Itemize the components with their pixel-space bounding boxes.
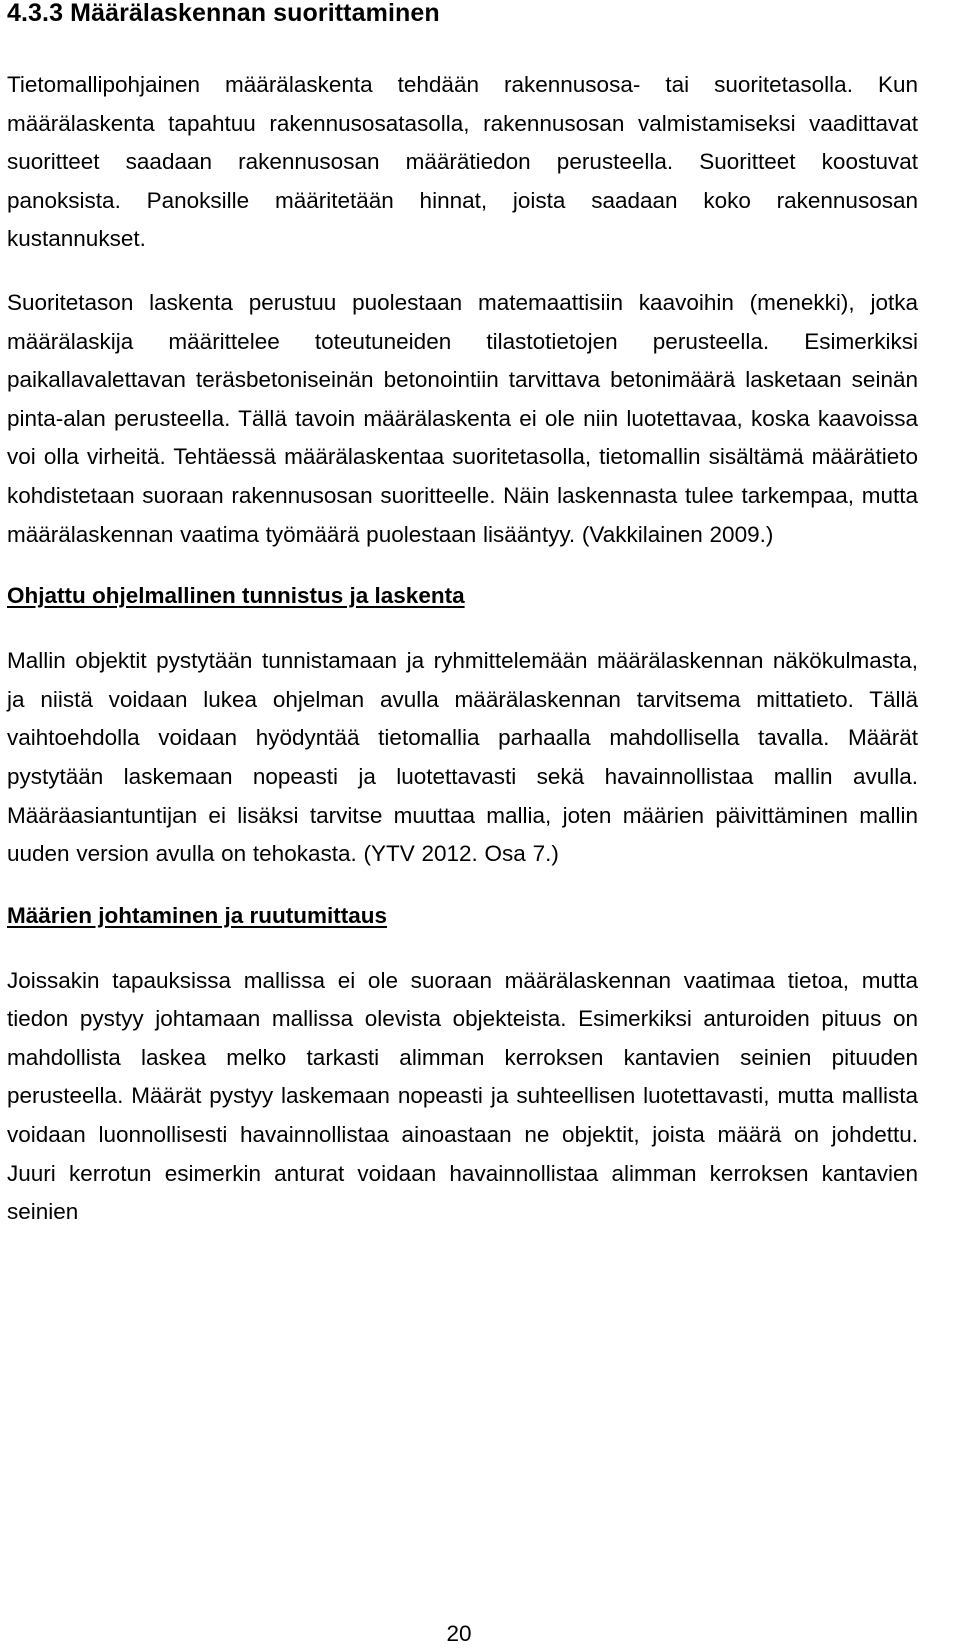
paragraph-quantity-levels: Tietomallipohjainen määrälaskenta tehdään rakennusosa- tai suoritetasolla. Kun määrälaskenta tapahtuu rakennusosatasolla, rakennusosan valmistamiseksi vaadittavat suoritteet saadaan rakennusosan määrätiedon perusteella. Suoritteet koostuvat panoksista. Panoksille määritetään hinnat, joista saadaan koko rakennusosan kustannukset.: [7, 72, 918, 252]
paragraph-guided-recognition: Mallin objektit pystytään tunnistamaan ja ryhmittelemään määrälaskennan näkökulmasta, ja niistä voidaan lukea ohjelman avulla määrälaskennan tarvitsema mittatieto. Tällä vaihtoehdolla voidaan hyödyntää tietomallia parhaalla mahdollisella tavalla. Määrät pystytään laskemaan nopeasti ja luotettavasti sekä havainnollistaa mallin avulla. Määräasiantuntijan ei lisäksi tarvitse muuttaa mallia, joten määrien päivittäminen mallin uuden version avulla on tehokasta. (YTV 2012. Osa 7.): [7, 648, 918, 867]
section-heading: 4.3.3 Määrälaskennan suorittaminen: [7, 0, 440, 27]
subheading-guided-recognition: Ohjattu ohjelmallinen tunnistus ja laskenta: [7, 583, 465, 609]
subheading-quantity-derivation: Määrien johtaminen ja ruutumittaus: [7, 902, 388, 928]
paragraph-task-level-calculation: Suoritetason laskenta perustuu puolestaan matemaattisiin kaavoihin (menekki), jotka määrälaskija määrittelee toteutuneiden tilastotietojen perusteella. Esimerkiksi paikallavalettavan teräsbetoniseinän betonointiin tarvittava betonimäärä lasketaan seinän pinta-alan perusteella. Tällä tavoin määrälaskenta ei ole niin luotettavaa, koska kaavoissa voi olla virheitä. Tehtäessä määrälaskentaa suoritetasolla, tietomallin sisältämä määrätieto kohdistetaan suoraan rakennusosan suoritteelle. Näin laskennasta tulee tarkempaa, mutta määrälaskennan vaatima työmäärä puolestaan lisääntyy. (Vakkilainen 2009.): [7, 289, 918, 547]
page-number: 20: [446, 1621, 472, 1646]
paragraph-quantity-derivation: Joissakin tapauksissa mallissa ei ole suoraan määrälaskennan vaatimaa tietoa, mutta tiedon pystyy johtamaan mallissa olevista objekteista. Esimerkiksi anturoiden pituus on mahdollista laskea melko tarkasti alimman kerroksen kantavien seinien pituuden perusteella. Määrät pystyy laskemaan nopeasti ja suhteellisen luotettavasti, mutta mallista voidaan luonnollisesti havainnollistaa ainoastaan ne objektit, joista määrä on johdettu. Juuri kerrotun esimerkin anturat voidaan havainnollistaa alimman kerroksen kantavien seinien: [7, 967, 918, 1225]
